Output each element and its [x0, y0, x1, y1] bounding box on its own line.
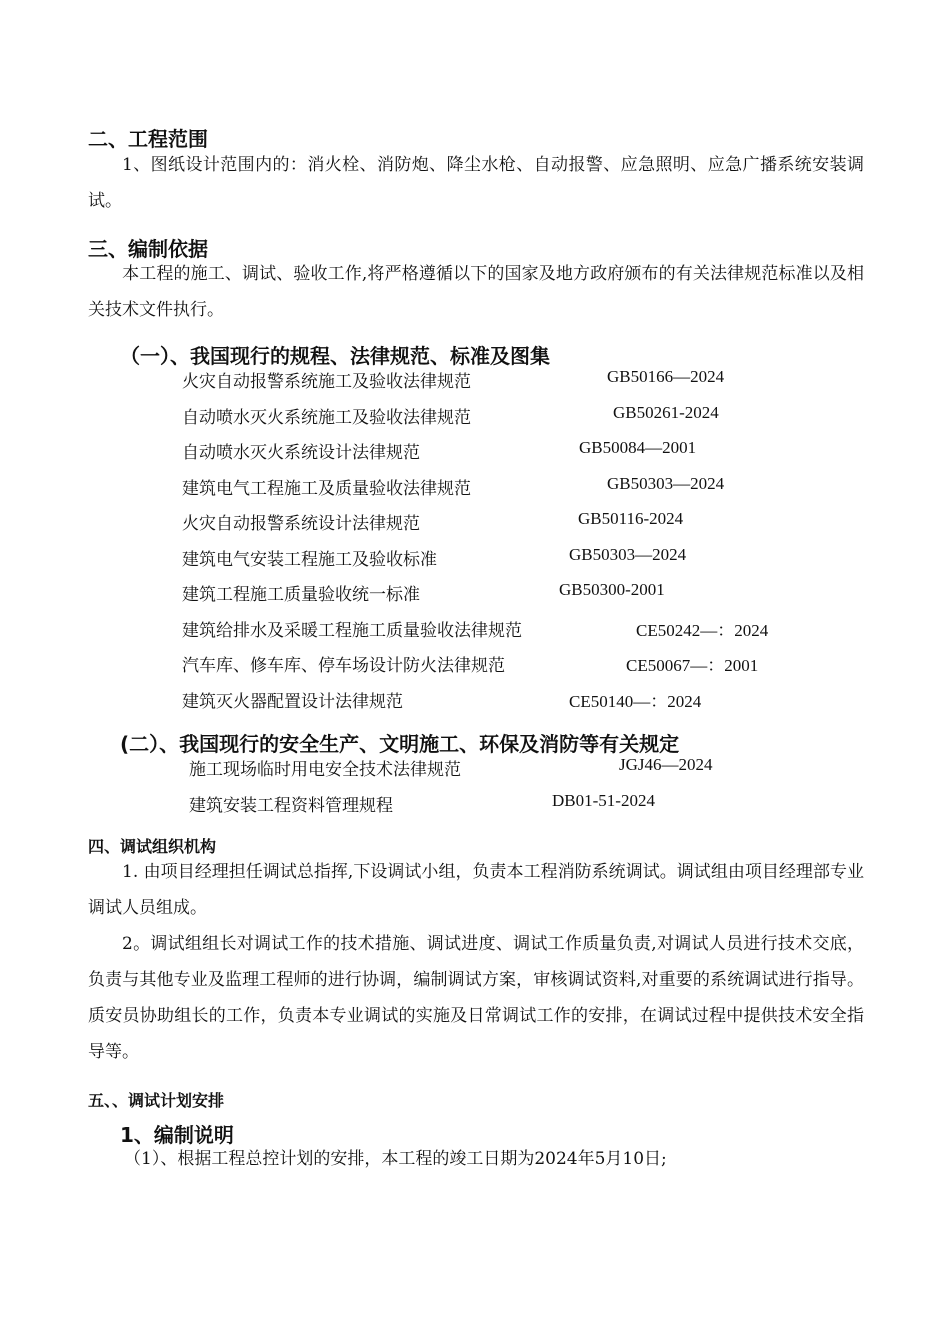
standard-code: GB50303—2024: [569, 544, 687, 564]
standard-code: DB01-51-2024: [552, 790, 655, 810]
standard-code: GB50303—2024: [607, 473, 725, 493]
standard-row: [0, 509, 950, 535]
standard-name: 火灾自动报警系统施工及验收法律规范: [182, 372, 471, 392]
standard-row: [0, 438, 950, 464]
organization-paragraph-1-text: 1. 由项目经理担任调试总指挥,下设调试小组，负责本工程消防系统调试。调试组由项目经理部专业调试人员组成。: [88, 862, 864, 918]
standard-row: [0, 367, 950, 393]
standard-code: CE50067—：2001: [626, 656, 759, 675]
standard-row: [0, 687, 950, 713]
standard-name: 自动喷水灭火系统施工及验收法律规范: [182, 407, 471, 428]
standard-row: [0, 616, 950, 642]
organization-paragraph-2-text: 2。调试组组长对调试工作的技术措施、调试进度、调试工作质量负责,对调试人员进行技术交底，负责与其他专业及监理工程师的进行协调，编制调试方案，审核调试资料,对重要的系统调试进行指导。质安员协助组长的工作，负责本专业调试的实施及日常调试工作的安排，在调试过程中提供技术安全指导等。: [88, 934, 864, 1062]
standard-code: GB50116-2024: [578, 509, 684, 528]
standard-code: GB50300-2001: [559, 580, 665, 599]
standard-row: [0, 545, 950, 571]
subsection-heading-safety: (二）、我国现行的安全生产、文明施工、环保及消防等有关规定: [120, 732, 680, 756]
standard-row: [0, 651, 950, 677]
section-heading-schedule: 五、、调试计划安排: [88, 1091, 225, 1110]
section-heading-scope: 二、工程范围: [88, 127, 208, 151]
schedule-note-1: （1）、根据工程总控计划的安排，本工程的竣工日期为2024年5月10日;: [124, 1149, 667, 1169]
standard-name: 火灾自动报警系统设计法律规范: [182, 514, 420, 534]
organization-paragraph-1: [88, 854, 864, 926]
scope-paragraph: [88, 147, 864, 219]
organization-paragraph-2: [88, 926, 864, 1070]
standard-row: [0, 580, 950, 606]
standard-row: [0, 791, 950, 817]
standard-name: 建筑灭火器配置设计法律规范: [182, 691, 403, 712]
basis-paragraph-text: 本工程的施工、调试、验收工作,将严格遵循以下的国家及地方政府颁布的有关法律规范标准以及相关技术文件执行。: [88, 264, 864, 320]
standard-name: 建筑工程施工质量验收统一标准: [182, 585, 420, 605]
standard-name: 建筑电气工程施工及质量验收法律规范: [182, 478, 471, 499]
scope-paragraph-text: 1、图纸设计范围内的：消火栓、消防炮、降尘水枪、自动报警、应急照明、应急广播系统安装调试。: [88, 155, 864, 211]
standard-name: 汽车库、修车库、停车场设计防火法律规范: [182, 656, 505, 676]
section-heading-organization: 四、调试组织机构: [88, 837, 217, 856]
standard-code: GB50261-2024: [613, 402, 719, 422]
standard-name: 施工现场临时用电安全技术法律规范: [189, 760, 461, 780]
section-heading-basis: 三、编制依据: [88, 237, 208, 261]
standard-code: GB50166—2024: [607, 367, 725, 386]
standard-row: [0, 755, 950, 781]
standard-name: 建筑电气安装工程施工及验收标准: [182, 549, 437, 570]
basis-paragraph: [88, 256, 864, 328]
standard-code: CE50242—：2024: [636, 620, 769, 640]
standard-name: 自动喷水灭火系统设计法律规范: [182, 443, 420, 463]
subsection-heading-standards: （一）、我国现行的规程、法律规范、标准及图集: [120, 344, 550, 368]
standard-code: JGJ46—2024: [619, 755, 713, 774]
standard-row: [0, 403, 950, 429]
standard-code: GB50084—2001: [579, 438, 697, 457]
subsection-heading-notes: 1、编制说明: [120, 1123, 234, 1147]
standard-name: 建筑安装工程资料管理规程: [189, 795, 393, 816]
standard-code: CE50140—：2024: [569, 691, 702, 711]
standard-row: [0, 474, 950, 500]
standard-name: 建筑给排水及采暖工程施工质量验收法律规范: [182, 620, 522, 641]
